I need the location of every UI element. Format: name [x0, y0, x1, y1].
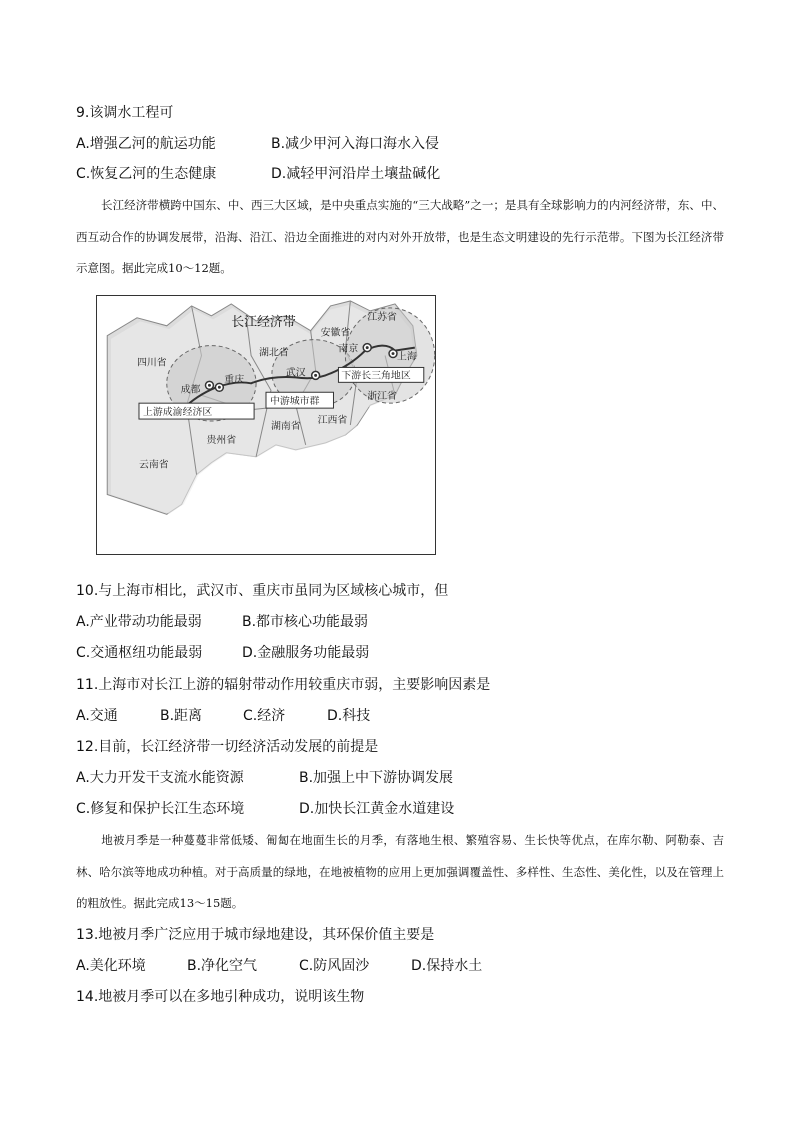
q10-option-c: C.交通枢纽功能最弱	[76, 645, 203, 661]
label-guizhou: 贵州省	[206, 434, 237, 446]
q12-option-a: A.大力开发干支流水能资源	[76, 770, 244, 786]
question-10-stem: 10.与上海市相比，武汉市、重庆市虽同为区域核心城市，但	[76, 583, 449, 599]
label-anhui: 安徽省	[320, 327, 351, 339]
label-hunan: 湖南省	[270, 420, 301, 432]
passage-ground-cover-rose	[76, 825, 724, 920]
label-wuhan: 武汉	[285, 367, 306, 379]
q13-option-b: B.净化空气	[187, 958, 258, 974]
label-yunnan: 云南省	[138, 459, 169, 471]
label-sichuan: 四川省	[137, 357, 167, 369]
passage-yangtze-text: 长江经济带横跨中国东、中、西三大区域，是中央重点实施的“三大战略”之一；是具有全球影响力的内河经济带，东、中、西互动合作的协调发展带，沿海、沿江、沿边全面推进的对内对外开放带，也是生态文明建设的先行示范带。下图为长江经济带示意图。据此完成10～12题。	[76, 198, 724, 275]
q13-option-d: D.保持水土	[411, 958, 483, 974]
q9-option-d: D.减轻甲河沿岸土壤盐碱化	[271, 166, 441, 182]
label-jiangsu: 江苏省	[367, 311, 397, 323]
q12-option-b: B.加强上中下游协调发展	[299, 770, 454, 786]
label-chongqing: 重庆	[224, 374, 245, 386]
label-zhejiang: 浙江省	[367, 391, 397, 403]
q11-option-c: C.经济	[243, 708, 286, 724]
label-chengdu: 成都	[180, 384, 201, 396]
label-upstream-region: 上游成渝经济区	[142, 407, 213, 419]
label-downstream-region: 下游长三角地区	[341, 370, 411, 382]
q10-option-d: D.金融服务功能最弱	[242, 645, 370, 661]
q12-option-c: C.修复和保护长江生态环境	[76, 801, 245, 817]
label-nanjing: 南京	[338, 343, 359, 355]
question-12-stem: 12.目前，长江经济带一切经济活动发展的前提是	[76, 739, 379, 755]
q10-option-b: B.都市核心功能最弱	[242, 614, 369, 630]
q9-option-c: C.恢复乙河的生态健康	[76, 166, 217, 182]
q9-option-a: A.增强乙河的航运功能	[76, 136, 216, 152]
passage-ground-cover-rose-text: 地被月季是一种蔓蔓非常低矮、匍匐在地面生长的月季，有落地生根、繁殖容易、生长快等优点，在库尔勒、阿勒泰、吉林、哈尔滨等地成功种植。对于高质量的绿地，在地被植物的应用上更加强调覆盖性、多样性、生态性、美化性，以及在管理上的粗放性。据此完成13～15题。	[76, 833, 724, 910]
question-11-stem: 11.上海市对长江上游的辐射带动作用较重庆市弱，主要影响因素是	[76, 677, 491, 693]
q13-option-a: A.美化环境	[76, 958, 146, 974]
q10-option-a: A.产业带动功能最弱	[76, 614, 202, 630]
question-9-stem: 9.该调水工程可	[76, 105, 174, 121]
label-midstream-region: 中游城市群	[269, 396, 320, 408]
q9-option-b: B.减少甲河入海口海水入侵	[271, 136, 440, 152]
question-13-stem: 13.地被月季广泛应用于城市绿地建设，其环保价值主要是	[76, 927, 435, 943]
q11-option-b: B.距离	[160, 708, 203, 724]
q13-option-c: C.防风固沙	[299, 958, 370, 974]
q11-option-a: A.交通	[76, 708, 118, 724]
q11-option-d: D.科技	[327, 708, 371, 724]
label-hubei: 湖北省	[259, 347, 289, 359]
question-14-stem: 14.地被月季可以在多地引种成功，说明该生物	[76, 989, 365, 1005]
passage-yangtze	[76, 190, 724, 285]
map-title: 长江经济带	[231, 314, 296, 330]
yangtze-economic-belt-map	[96, 295, 436, 555]
q12-option-d: D.加快长江黄金水道建设	[299, 801, 455, 817]
label-jiangxi: 江西省	[317, 415, 348, 427]
label-shanghai: 上海	[396, 351, 417, 363]
